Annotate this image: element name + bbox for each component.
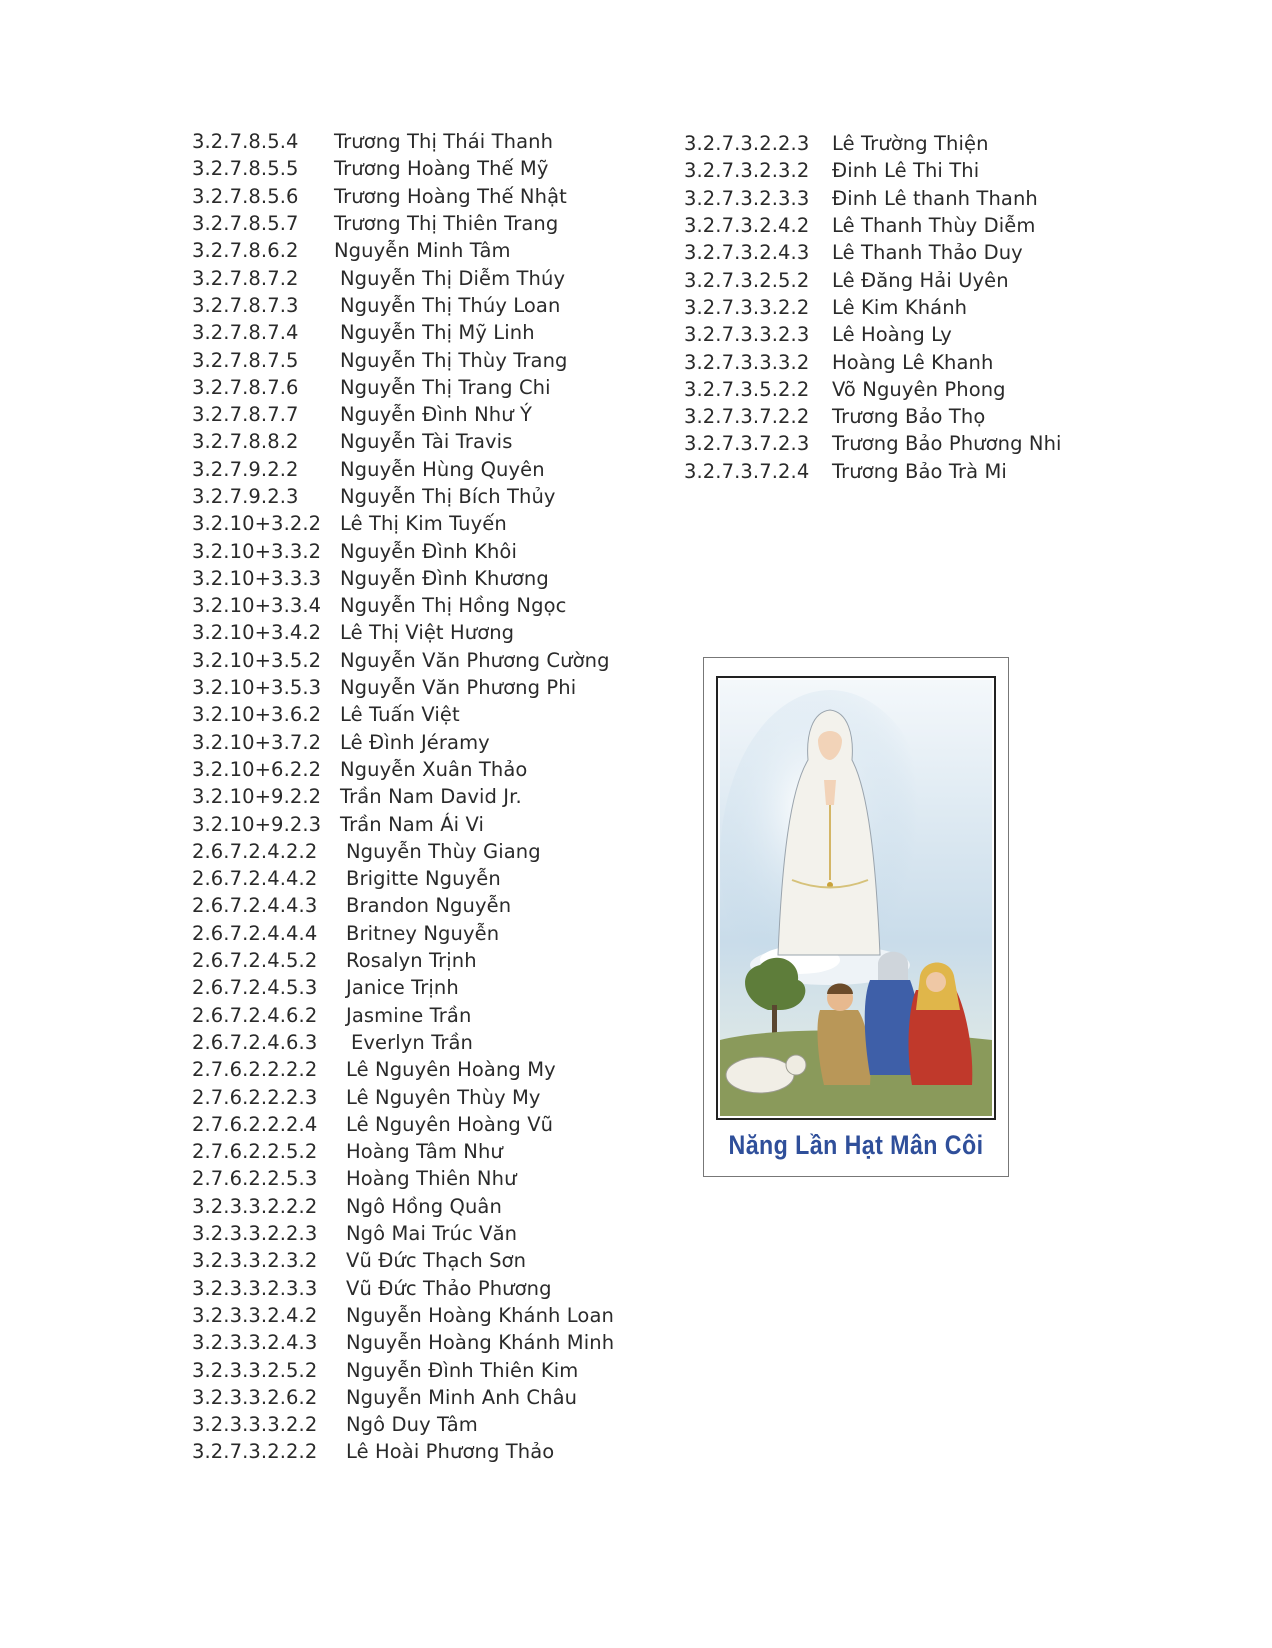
- list-item: [192, 947, 614, 974]
- list-item: [192, 1274, 614, 1301]
- list-item: [192, 565, 614, 592]
- genealogy-code: 2.6.7.2.4.2.2: [192, 839, 318, 863]
- genealogy-code: 3.2.10+3.3.4: [192, 594, 322, 618]
- list-item: [192, 592, 614, 619]
- person-name: Trần Nam Ái Vi: [340, 812, 484, 836]
- list-item: [192, 756, 614, 783]
- person-name: Trương Thị Thái Thanh: [334, 130, 554, 154]
- list-item: [684, 376, 1062, 403]
- list-item: [684, 458, 1062, 485]
- genealogy-code: 3.2.7.8.5.6: [192, 184, 299, 208]
- genealogy-code: 2.7.6.2.2.2.2: [192, 1058, 318, 1082]
- list-item: [192, 1083, 614, 1110]
- person-name: Jasmine Trần: [346, 1003, 472, 1027]
- genealogy-code: 3.2.7.3.7.2.4: [684, 459, 810, 483]
- person-name: Lê Tuấn Việt: [340, 703, 460, 727]
- person-name: Hoàng Thiên Như: [346, 1167, 517, 1191]
- genealogy-code: 2.7.6.2.2.2.4: [192, 1112, 318, 1136]
- list-item: [684, 239, 1062, 266]
- list-item: [192, 292, 614, 319]
- person-name: Đinh Lê thanh Thanh: [832, 186, 1038, 210]
- list-item: [192, 1329, 614, 1356]
- person-name: Trương Hoàng Thế Mỹ: [334, 157, 549, 181]
- genealogy-code: 3.2.3.3.2.5.2: [192, 1358, 318, 1382]
- genealogy-code: 3.2.10+3.3.2: [192, 539, 322, 563]
- person-name: Ngô Mai Trúc Văn: [346, 1222, 518, 1246]
- genealogy-code: 2.7.6.2.2.5.3: [192, 1167, 318, 1191]
- genealogy-code: 3.2.10+9.2.2: [192, 785, 322, 809]
- person-name: Nguyễn Hoàng Khánh Minh: [346, 1331, 615, 1355]
- person-name: Nguyễn Thị Mỹ Linh: [340, 321, 535, 345]
- list-item: [684, 321, 1062, 348]
- person-name: Lê Hoài Phương Thảo: [346, 1440, 555, 1464]
- person-name: Võ Nguyên Phong: [832, 377, 1006, 401]
- genealogy-code: 3.2.7.3.2.4.2: [684, 214, 810, 238]
- holy-card: [703, 657, 1009, 1177]
- list-item: [192, 647, 614, 674]
- list-item: [192, 128, 614, 155]
- person-name: Everlyn Trần: [351, 1030, 473, 1054]
- list-item: [192, 210, 614, 237]
- list-item: [192, 701, 614, 728]
- person-name: Trương Bảo Thọ: [832, 405, 986, 429]
- list-item: [684, 185, 1062, 212]
- person-name: Lê Kim Khánh: [832, 295, 968, 319]
- list-item: [192, 537, 614, 564]
- genealogy-code: 3.2.10+3.5.3: [192, 676, 322, 700]
- holy-card-caption: Năng Lần Hạt Mân Côi: [728, 1130, 984, 1160]
- genealogy-code: 2.6.7.2.4.6.3: [192, 1030, 318, 1054]
- genealogy-code: 3.2.7.3.3.3.2: [684, 350, 810, 374]
- person-name: Nguyễn Hoàng Khánh Loan: [346, 1303, 614, 1327]
- person-name: Hoàng Lê Khanh: [832, 350, 994, 374]
- genealogy-code: 3.2.3.3.2.3.2: [192, 1249, 318, 1273]
- list-item: [192, 1056, 614, 1083]
- person-name: Lê Nguyên Hoàng Vũ: [346, 1112, 554, 1136]
- list-item: [192, 974, 614, 1001]
- genealogy-code: 3.2.3.3.2.3.3: [192, 1276, 318, 1300]
- genealogy-code: 3.2.7.8.5.7: [192, 212, 299, 236]
- genealogy-code: 3.2.7.3.5.2.2: [684, 377, 810, 401]
- genealogy-code: 3.2.7.3.3.2.3: [684, 323, 810, 347]
- list-item: [192, 264, 614, 291]
- list-item: [192, 1029, 614, 1056]
- genealogy-code: 3.2.10+3.7.2: [192, 730, 322, 754]
- list-item: [192, 237, 614, 264]
- list-item: [192, 346, 614, 373]
- person-name: Nguyễn Đình Khôi: [340, 539, 517, 563]
- list-item: [192, 183, 614, 210]
- genealogy-code: 3.2.7.3.2.3.2: [684, 159, 810, 183]
- genealogy-code: 3.2.7.8.8.2: [192, 430, 299, 454]
- person-name: Nguyễn Thị Diễm Thúy: [340, 266, 566, 290]
- person-name: Nguyễn Hùng Quyên: [340, 457, 545, 481]
- person-name: Nguyễn Minh Tâm: [334, 239, 511, 263]
- genealogy-code: 3.2.7.3.7.2.2: [684, 405, 810, 429]
- person-name: Nguyễn Thị Hồng Ngọc: [340, 594, 567, 618]
- list-item: [684, 157, 1062, 184]
- list-item: [684, 430, 1062, 457]
- person-name: Nguyễn Tài Travis: [340, 430, 513, 454]
- list-item: [192, 510, 614, 537]
- person-name: Nguyễn Thị Thùy Trang: [340, 348, 568, 372]
- genealogy-code: 3.2.7.3.2.3.3: [684, 186, 810, 210]
- list-item: [192, 1247, 614, 1274]
- list-item: [192, 483, 614, 510]
- genealogy-code: 3.2.10+3.3.3: [192, 566, 322, 590]
- person-name: Trương Hoàng Thế Nhật: [334, 184, 567, 208]
- list-item: [684, 403, 1062, 430]
- person-name: Lê Thanh Thùy Diễm: [832, 214, 1036, 238]
- person-name: Brigitte Nguyễn: [346, 867, 501, 891]
- holy-card-illustration: [720, 680, 992, 1116]
- list-item: [192, 456, 614, 483]
- person-name: Nguyễn Văn Phương Phi: [340, 676, 577, 700]
- list-item: [192, 1193, 614, 1220]
- genealogy-code: 3.2.10+3.2.2: [192, 512, 322, 536]
- genealogy-code: 3.2.7.8.7.6: [192, 375, 299, 399]
- list-item: [192, 401, 614, 428]
- genealogy-code: 3.2.10+3.5.2: [192, 648, 322, 672]
- list-item: [192, 865, 614, 892]
- list-item: [192, 674, 614, 701]
- genealogy-code: 3.2.7.8.6.2: [192, 239, 299, 263]
- genealogy-code: 3.2.7.3.2.5.2: [684, 268, 810, 292]
- genealogy-code: 3.2.3.3.3.2.2: [192, 1413, 318, 1437]
- person-name: Lê Thị Việt Hương: [340, 621, 515, 645]
- genealogy-code: 3.2.7.8.7.5: [192, 348, 299, 372]
- list-item: [192, 729, 614, 756]
- genealogy-code: 3.2.10+3.6.2: [192, 703, 322, 727]
- person-name: Trương Thị Thiên Trang: [334, 212, 559, 236]
- person-name: Lê Hoàng Ly: [832, 323, 952, 347]
- person-name: Nguyễn Thị Thúy Loan: [340, 293, 561, 317]
- list-item: [684, 212, 1062, 239]
- person-name: Rosalyn Trịnh: [346, 949, 477, 973]
- genealogy-code: 2.7.6.2.2.5.2: [192, 1140, 318, 1164]
- genealogy-code: 3.2.3.3.2.4.3: [192, 1331, 318, 1355]
- genealogy-code: 3.2.7.9.2.3: [192, 485, 299, 508]
- person-name: Lê Đăng Hải Uyên: [832, 268, 1009, 292]
- person-name: Nguyễn Thùy Giang: [346, 839, 541, 863]
- person-name: Lê Đình Jéramy: [340, 730, 490, 754]
- genealogy-code: 3.2.7.8.7.7: [192, 403, 299, 427]
- genealogy-code: 3.2.10+3.4.2: [192, 621, 322, 645]
- genealogy-code: 3.2.7.9.2.2: [192, 457, 299, 481]
- list-item: [192, 374, 614, 401]
- list-item: [192, 810, 614, 837]
- person-name: Trần Nam David Jr.: [340, 785, 522, 809]
- genealogy-code: 2.6.7.2.4.6.2: [192, 1003, 318, 1027]
- person-name: Vũ Đức Thạch Sơn: [346, 1249, 527, 1273]
- list-item: [684, 294, 1062, 321]
- person-name: Britney Nguyễn: [346, 921, 500, 945]
- genealogy-code: 2.6.7.2.4.4.2: [192, 867, 318, 891]
- list-item: [192, 838, 614, 865]
- list-item: [192, 1111, 614, 1138]
- list-item: [192, 1356, 614, 1383]
- list-item: [192, 1138, 614, 1165]
- person-name: Lê Thị Kim Tuyến: [340, 512, 507, 536]
- list-item: [192, 1438, 614, 1465]
- genealogy-code: 3.2.7.3.2.2.2: [192, 1440, 318, 1464]
- person-name: Nguyễn Văn Phương Cường: [340, 648, 610, 672]
- holy-card-frame: [716, 676, 996, 1120]
- genealogy-code: 3.2.7.8.7.4: [192, 321, 299, 345]
- list-item: [192, 319, 614, 346]
- person-name: Trương Bảo Phương Nhi: [832, 432, 1062, 456]
- person-name: Đinh Lê Thi Thi: [832, 159, 980, 183]
- right-name-list: [684, 130, 1062, 485]
- list-item: [192, 1411, 614, 1438]
- genealogy-code: 3.2.7.8.7.3: [192, 293, 299, 317]
- person-name: Lê Nguyên Thùy My: [346, 1085, 541, 1109]
- person-name: Nguyễn Minh Anh Châu: [346, 1385, 578, 1409]
- person-name: Vũ Đức Thảo Phương: [346, 1276, 552, 1300]
- genealogy-code: 3.2.3.3.2.6.2: [192, 1385, 318, 1409]
- genealogy-code: 3.2.7.3.2.2.3: [684, 132, 810, 156]
- person-name: Lê Nguyên Hoàng My: [346, 1058, 556, 1082]
- person-name: Nguyễn Xuân Thảo: [340, 757, 528, 781]
- genealogy-code: 3.2.3.3.2.2.3: [192, 1222, 318, 1246]
- genealogy-code: 2.6.7.2.4.5.2: [192, 949, 318, 973]
- list-item: [192, 619, 614, 646]
- person-name: Nguyễn Đình Thiên Kim: [346, 1358, 579, 1382]
- person-name: Brandon Nguyễn: [346, 894, 512, 918]
- genealogy-code: 2.6.7.2.4.4.3: [192, 894, 318, 918]
- genealogy-code: 3.2.7.3.2.4.3: [684, 241, 810, 265]
- person-name: Nguyễn Thị Trang Chi: [340, 375, 551, 399]
- person-name: Nguyễn Đình Khương: [340, 566, 549, 590]
- genealogy-code: 3.2.7.3.7.2.3: [684, 432, 810, 456]
- person-name: Lê Thanh Thảo Duy: [832, 241, 1023, 265]
- genealogy-code: 3.2.3.3.2.4.2: [192, 1303, 318, 1327]
- person-name: Lê Trường Thiện: [832, 132, 989, 156]
- list-item: [192, 1002, 614, 1029]
- person-name: Ngô Duy Tâm: [346, 1413, 478, 1437]
- person-name: Hoàng Tâm Như: [346, 1140, 503, 1164]
- list-item: [192, 783, 614, 810]
- list-item: [192, 1220, 614, 1247]
- genealogy-code: 2.6.7.2.4.5.3: [192, 976, 318, 1000]
- list-item: [684, 348, 1062, 375]
- genealogy-code: 3.2.7.3.3.2.2: [684, 295, 810, 319]
- list-item: [192, 1384, 614, 1411]
- genealogy-code: 2.7.6.2.2.2.3: [192, 1085, 318, 1109]
- list-item: [192, 892, 614, 919]
- list-item: [684, 130, 1062, 157]
- list-item: [192, 155, 614, 182]
- genealogy-code: 3.2.10+6.2.2: [192, 757, 322, 781]
- person-name: Trương Bảo Trà Mi: [832, 459, 1007, 483]
- genealogy-code: 3.2.7.8.7.2: [192, 266, 299, 290]
- list-item: [192, 920, 614, 947]
- genealogy-code: 3.2.10+9.2.3: [192, 812, 322, 836]
- left-name-list: [192, 128, 614, 1466]
- person-name: Ngô Hồng Quân: [346, 1194, 502, 1218]
- genealogy-code: 2.6.7.2.4.4.4: [192, 921, 318, 945]
- genealogy-code: 3.2.7.8.5.5: [192, 157, 299, 181]
- list-item: [684, 266, 1062, 293]
- person-name: Nguyễn Đình Như Ý: [340, 403, 532, 427]
- list-item: [192, 1302, 614, 1329]
- genealogy-code: 3.2.3.3.2.2.2: [192, 1194, 318, 1218]
- genealogy-code: 3.2.7.8.5.4: [192, 130, 299, 154]
- list-item: [192, 1165, 614, 1192]
- person-name: Nguyễn Thị Bích Thủy: [340, 485, 556, 508]
- person-name: Janice Trịnh: [346, 976, 459, 1000]
- list-item: [192, 428, 614, 455]
